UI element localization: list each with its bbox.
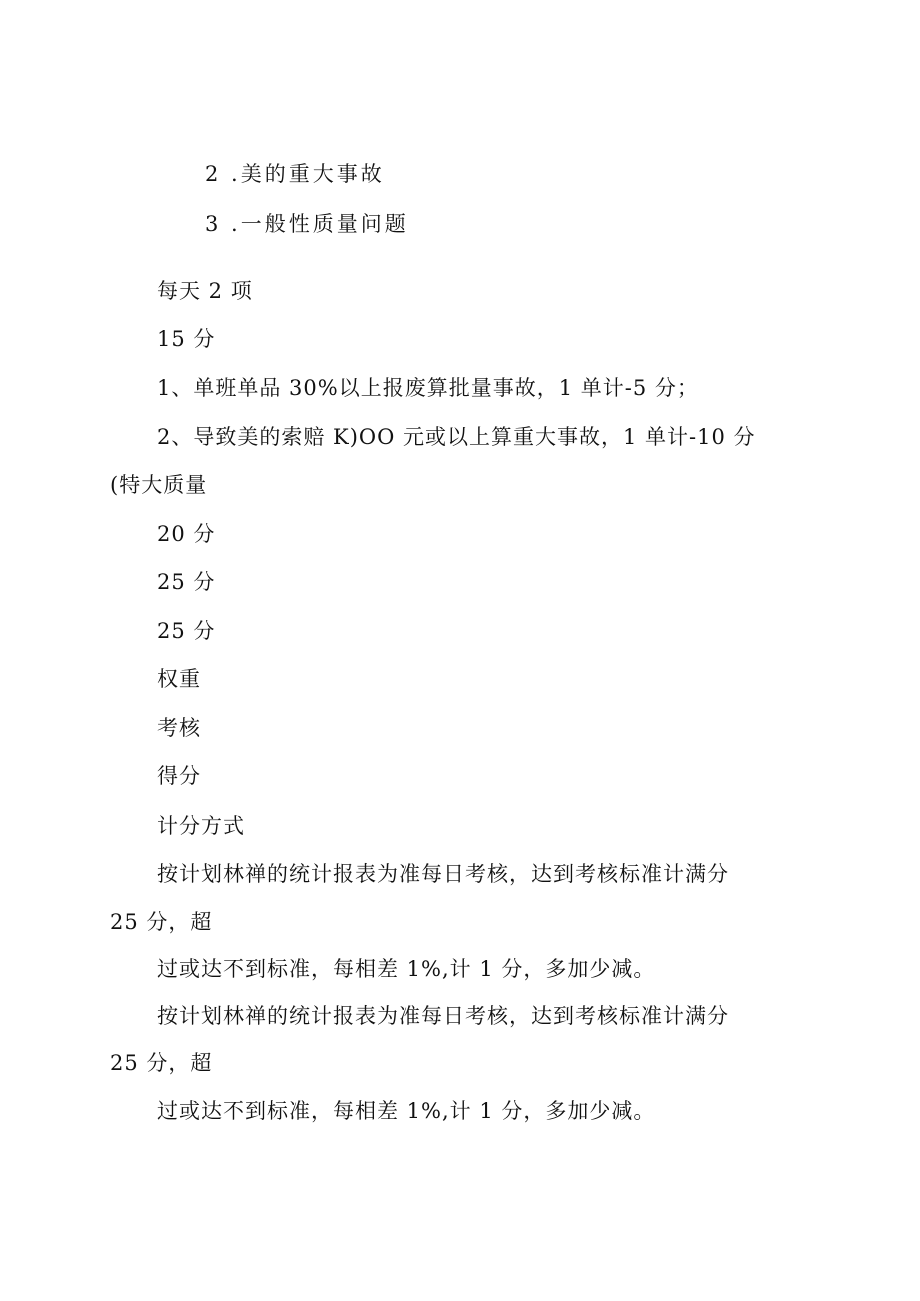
list-item-2: 2 .美的重大事故 — [205, 162, 385, 186]
text-line: 得分 — [157, 764, 201, 788]
text-line: 25 分，超 — [110, 910, 213, 934]
text-line: 2、导致美的索赔 K)OO 元或以上算重大事故，1 单计-10 分 — [157, 425, 756, 449]
text-line: 15 分 — [157, 327, 216, 351]
text-line: 按计划林禅的统计报表为准每日考核，达到考核标准计满分 — [157, 862, 729, 886]
text-line: 每天 2 项 — [157, 279, 253, 303]
text-line: 25 分，超 — [110, 1051, 213, 1075]
list-item-3: 3 .一般性质量问题 — [205, 212, 409, 236]
text-line: (特大质量 — [110, 473, 208, 497]
text-line: 过或达不到标准，每相差 1%,计 1 分，多加少减。 — [157, 1099, 656, 1123]
text-line: 计分方式 — [157, 814, 245, 838]
text-line: 按计划林禅的统计报表为准每日考核，达到考核标准计满分 — [157, 1004, 729, 1028]
text-line: 25 分 — [157, 619, 216, 643]
text-line: 考核 — [157, 716, 201, 740]
text-line: 权重 — [157, 667, 201, 691]
text-line: 过或达不到标准，每相差 1%,计 1 分，多加少减。 — [157, 957, 656, 981]
text-line: 20 分 — [157, 522, 216, 546]
text-line: 1、单班单品 30%以上报废算批量事故，1 单计-5 分； — [157, 376, 699, 400]
text-line: 25 分 — [157, 570, 216, 594]
